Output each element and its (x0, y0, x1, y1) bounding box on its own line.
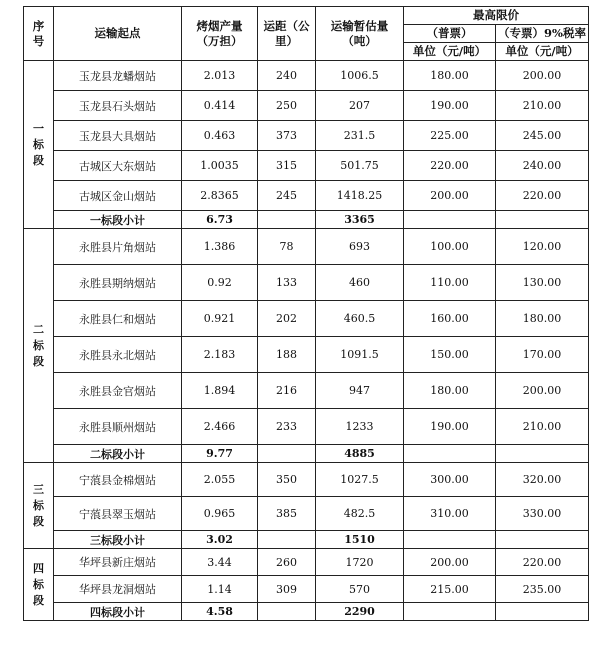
subtotal-special-empty (496, 211, 589, 229)
normal-price-cell: 215.00 (404, 576, 496, 603)
distance-cell: 133 (258, 265, 316, 301)
subtotal-output: 3.02 (182, 531, 258, 549)
special-price-cell: 170.00 (496, 337, 589, 373)
normal-price-cell: 150.00 (404, 337, 496, 373)
special-price-cell: 180.00 (496, 301, 589, 337)
special-price-cell: 240.00 (496, 151, 589, 181)
table-row (24, 265, 589, 301)
site-cell: 玉龙县大具烟站 (54, 121, 182, 151)
price-table (23, 6, 589, 621)
table-row (24, 151, 589, 181)
normal-price-cell: 180.00 (404, 61, 496, 91)
subtotal-volume: 2290 (316, 603, 404, 621)
distance-cell: 250 (258, 91, 316, 121)
output-cell: 2.013 (182, 61, 258, 91)
volume-cell: 1091.5 (316, 337, 404, 373)
special-price-cell: 200.00 (496, 373, 589, 409)
special-price-cell: 245.00 (496, 121, 589, 151)
table-row (24, 409, 589, 445)
normal-price-cell: 100.00 (404, 229, 496, 265)
distance-cell: 385 (258, 497, 316, 531)
distance-cell: 315 (258, 151, 316, 181)
subtotal-label: 三标段小计 (54, 531, 182, 549)
table-row (24, 337, 589, 373)
normal-price-cell: 200.00 (404, 549, 496, 576)
distance-cell: 260 (258, 549, 316, 576)
distance-cell: 350 (258, 463, 316, 497)
normal-price-cell: 160.00 (404, 301, 496, 337)
subtotal-row (24, 211, 589, 229)
output-cell: 1.14 (182, 576, 258, 603)
subtotal-label: 一标段小计 (54, 211, 182, 229)
subtotal-label: 二标段小计 (54, 445, 182, 463)
subtotal-distance-empty (258, 603, 316, 621)
output-cell: 0.965 (182, 497, 258, 531)
site-cell: 古城区大东烟站 (54, 151, 182, 181)
normal-price-cell: 310.00 (404, 497, 496, 531)
special-price-cell: 330.00 (496, 497, 589, 531)
special-price-cell: 120.00 (496, 229, 589, 265)
special-invoice-header: （专票）9%税率 (496, 25, 589, 43)
special-price-cell: 210.00 (496, 409, 589, 445)
distance-cell: 202 (258, 301, 316, 337)
output-header: 烤烟产量 （万担） (182, 7, 258, 61)
output-cell: 2.466 (182, 409, 258, 445)
distance-cell: 245 (258, 181, 316, 211)
subtotal-distance-empty (258, 211, 316, 229)
volume-cell: 460 (316, 265, 404, 301)
subtotal-special-empty (496, 445, 589, 463)
normal-price-cell: 190.00 (404, 409, 496, 445)
subtotal-output: 4.58 (182, 603, 258, 621)
subtotal-row (24, 531, 589, 549)
output-cell: 0.92 (182, 265, 258, 301)
seq-header: 序 号 (24, 7, 54, 61)
distance-cell: 188 (258, 337, 316, 373)
segment-label: 二 标 段 (24, 229, 54, 463)
volume-cell: 1418.25 (316, 181, 404, 211)
distance-cell: 373 (258, 121, 316, 151)
subtotal-normal-empty (404, 531, 496, 549)
special-price-cell: 235.00 (496, 576, 589, 603)
normal-price-cell: 220.00 (404, 151, 496, 181)
site-cell: 宁蒗县翠玉烟站 (54, 497, 182, 531)
normal-price-cell: 200.00 (404, 181, 496, 211)
distance-cell: 233 (258, 409, 316, 445)
output-cell: 1.386 (182, 229, 258, 265)
normal-price-cell: 110.00 (404, 265, 496, 301)
distance-cell: 216 (258, 373, 316, 409)
table-row (24, 463, 589, 497)
table-row (24, 576, 589, 603)
subtotal-output: 6.73 (182, 211, 258, 229)
volume-cell: 231.5 (316, 121, 404, 151)
unit-normal-header: 单位（元/吨） (404, 43, 496, 61)
subtotal-row (24, 445, 589, 463)
site-cell: 永胜县顺州烟站 (54, 409, 182, 445)
site-cell: 古城区金山烟站 (54, 181, 182, 211)
subtotal-distance-empty (258, 531, 316, 549)
table-row (24, 181, 589, 211)
special-price-cell: 200.00 (496, 61, 589, 91)
volume-cell: 1720 (316, 549, 404, 576)
special-price-cell: 220.00 (496, 549, 589, 576)
table-row (24, 497, 589, 531)
distance-cell: 78 (258, 229, 316, 265)
special-price-cell: 220.00 (496, 181, 589, 211)
distance-header: 运距（公 里） (258, 7, 316, 61)
volume-cell: 482.5 (316, 497, 404, 531)
volume-cell: 693 (316, 229, 404, 265)
subtotal-volume: 4885 (316, 445, 404, 463)
normal-price-cell: 300.00 (404, 463, 496, 497)
volume-cell: 1233 (316, 409, 404, 445)
table-body (24, 61, 589, 621)
output-cell: 0.463 (182, 121, 258, 151)
table-row (24, 61, 589, 91)
subtotal-volume: 1510 (316, 531, 404, 549)
distance-cell: 309 (258, 576, 316, 603)
normal-price-cell: 180.00 (404, 373, 496, 409)
max-price-header: 最高限价 (404, 7, 589, 25)
segment-label: 四 标 段 (24, 549, 54, 621)
site-cell: 玉龙县石头烟站 (54, 91, 182, 121)
subtotal-normal-empty (404, 211, 496, 229)
output-cell: 1.0035 (182, 151, 258, 181)
special-price-cell: 210.00 (496, 91, 589, 121)
table-row (24, 373, 589, 409)
site-cell: 华坪县龙洞烟站 (54, 576, 182, 603)
special-price-cell: 320.00 (496, 463, 589, 497)
site-cell: 永胜县仁和烟站 (54, 301, 182, 337)
special-price-cell: 130.00 (496, 265, 589, 301)
normal-price-cell: 225.00 (404, 121, 496, 151)
subtotal-normal-empty (404, 603, 496, 621)
output-cell: 1.894 (182, 373, 258, 409)
segment-label: 一 标 段 (24, 61, 54, 229)
table-row (24, 229, 589, 265)
segment-label: 三 标 段 (24, 463, 54, 549)
output-cell: 2.8365 (182, 181, 258, 211)
table-row (24, 549, 589, 576)
site-cell: 永胜县金官烟站 (54, 373, 182, 409)
volume-cell: 1006.5 (316, 61, 404, 91)
subtotal-special-empty (496, 603, 589, 621)
table-row (24, 121, 589, 151)
site-cell: 玉龙县龙蟠烟站 (54, 61, 182, 91)
normal-price-cell: 190.00 (404, 91, 496, 121)
site-cell: 永胜县期纳烟站 (54, 265, 182, 301)
subtotal-normal-empty (404, 445, 496, 463)
volume-cell: 501.75 (316, 151, 404, 181)
table-row (24, 91, 589, 121)
output-cell: 2.183 (182, 337, 258, 373)
site-cell: 永胜县永北烟站 (54, 337, 182, 373)
volume-header: 运输暂估量 （吨） (316, 7, 404, 61)
volume-cell: 207 (316, 91, 404, 121)
table-header (24, 7, 589, 61)
subtotal-row (24, 603, 589, 621)
output-cell: 3.44 (182, 549, 258, 576)
output-cell: 0.414 (182, 91, 258, 121)
output-cell: 2.055 (182, 463, 258, 497)
output-cell: 0.921 (182, 301, 258, 337)
origin-header: 运输起点 (54, 7, 182, 61)
volume-cell: 1027.5 (316, 463, 404, 497)
volume-cell: 460.5 (316, 301, 404, 337)
subtotal-distance-empty (258, 445, 316, 463)
volume-cell: 570 (316, 576, 404, 603)
table-row (24, 301, 589, 337)
subtotal-label: 四标段小计 (54, 603, 182, 621)
normal-invoice-header: （普票） (404, 25, 496, 43)
site-cell: 华坪县新庄烟站 (54, 549, 182, 576)
subtotal-output: 9.77 (182, 445, 258, 463)
volume-cell: 947 (316, 373, 404, 409)
distance-cell: 240 (258, 61, 316, 91)
site-cell: 永胜县片角烟站 (54, 229, 182, 265)
unit-special-header: 单位（元/吨） (496, 43, 589, 61)
site-cell: 宁蒗县金棉烟站 (54, 463, 182, 497)
subtotal-volume: 3365 (316, 211, 404, 229)
subtotal-special-empty (496, 531, 589, 549)
